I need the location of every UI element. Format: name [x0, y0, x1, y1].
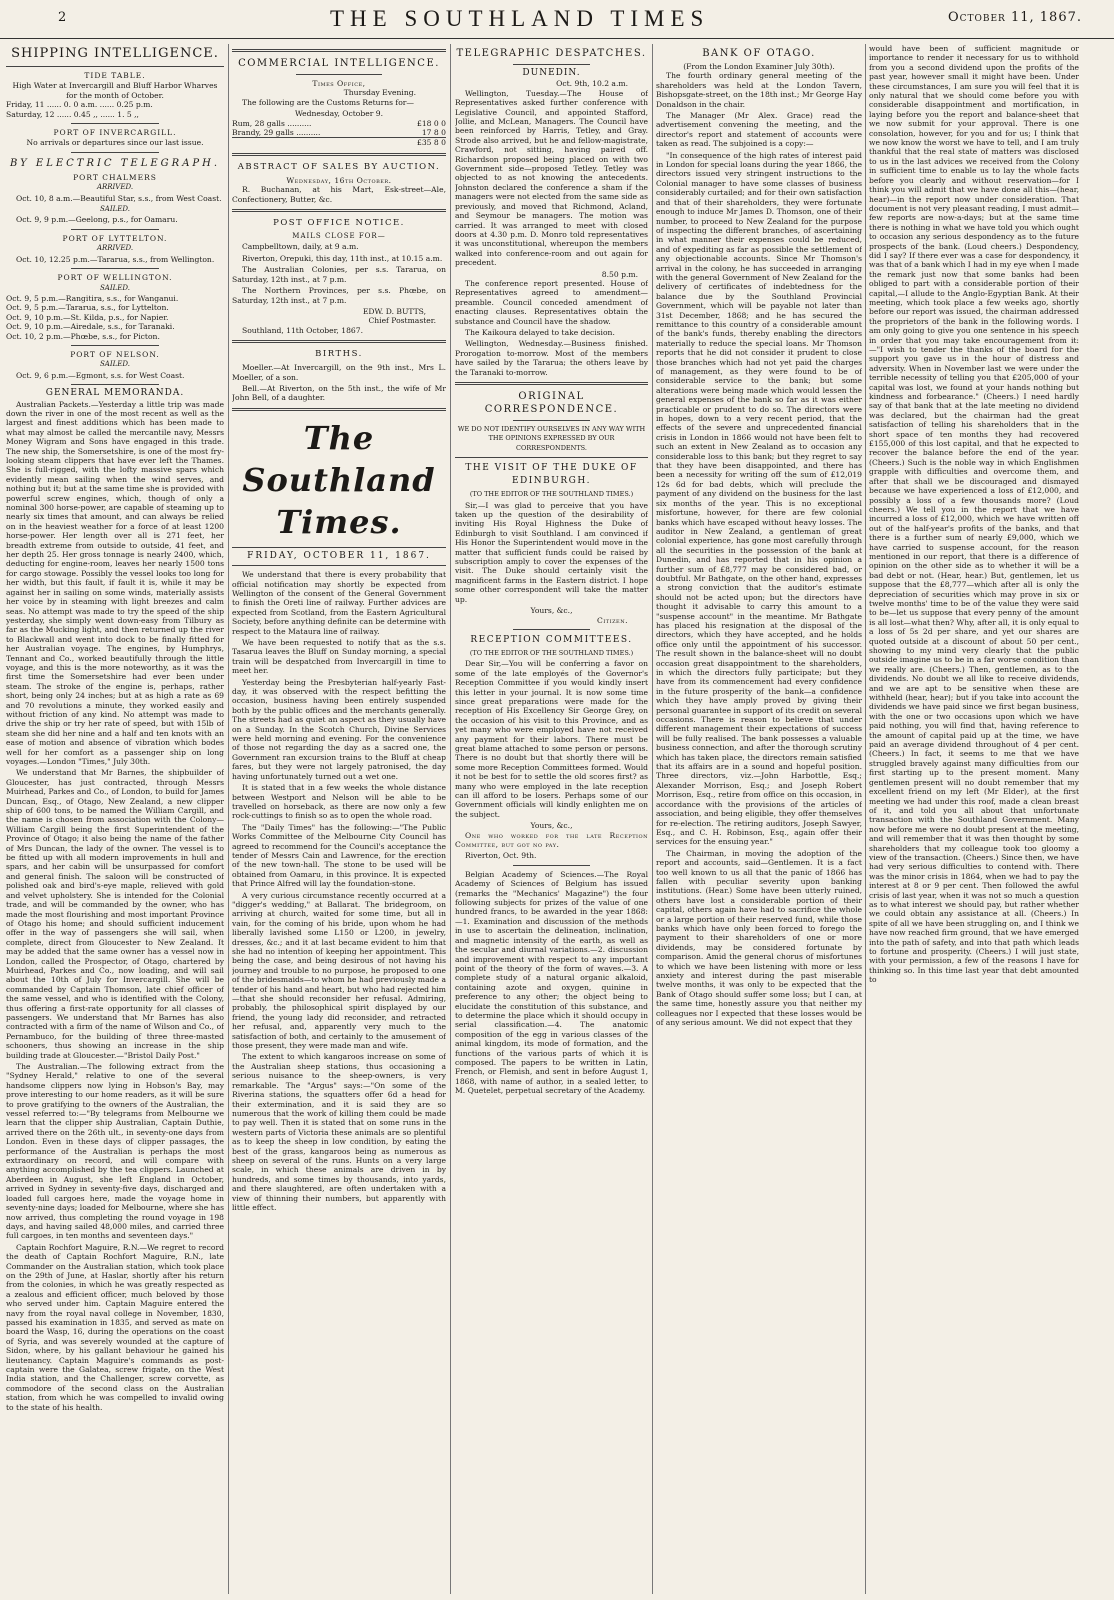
- telegraph-heading: BY ELECTRIC TELEGRAPH.: [9, 157, 221, 169]
- letter-to: (TO THE EDITOR OF THE SOUTHLAND TIMES.): [469, 648, 634, 657]
- tide-row: Saturday, 12 ...... 0.45 ,, ...... 1. 5 ,,: [6, 109, 139, 119]
- letter-body: Sir,—I was glad to perceive that you have taken up the question of the desirability of inviting His Royal Highness the Duke of Edinburgh to visit Southland. I am convinced if His Honor the Superintendent would move in the matter that sufficient funds could be raised by subscription amply to cover the expenses of the visit. The Duke should certainly visit the magnificent farms in the Eastern district. I hope some other correspondent will take the matter up.: [455, 500, 648, 604]
- port-entry: Oct. 10, 2 p.m.—Phœbe, s.s., for Picton.: [6, 331, 160, 341]
- divider: [6, 66, 224, 67]
- divider: [232, 153, 446, 156]
- column-2: [232, 44, 446, 1596]
- column-5: [869, 44, 1079, 1596]
- masthead-date: October 11, 1867.: [947, 10, 1082, 25]
- divider: [455, 457, 648, 458]
- divider: [232, 547, 446, 548]
- telegraphic-paragraph: The Kaikoura delayed to take decision.: [465, 327, 615, 337]
- letter-to: (TO THE EDITOR OF THE SOUTHLAND TIMES.): [469, 490, 634, 499]
- auction-entry: R. Buchanan, at his Mart, Esk-street—Ale, Confectionery, Butter, &c.: [232, 185, 446, 204]
- divider: [71, 229, 158, 230]
- column-rule: [652, 44, 653, 1594]
- divider: [71, 384, 158, 385]
- correspondence-disclaimer: WE DO NOT IDENTIFY OURSELVES IN ANY WAY WITH THE OPINIONS EXPRESSED BY OUR CORRESPONDENTS.: [457, 425, 646, 452]
- editorial-paragraph: The "Daily Times" has the following:—"The Public Works Committee of the Melbourne City Council has agreed to recommend for the Council's acceptance the tender of Messrs Cain and Lawrence, for the erection of the new town-hall. The stone to be used will be obtained from Oamaru, in this province. It is expected that Prince Alfred will lay the foundation-stone.: [232, 822, 446, 889]
- telegraphic-place: DUNEDIN.: [522, 68, 581, 78]
- post-office-signature-title: Chief Postmaster.: [368, 316, 436, 326]
- letter-signature: One who worked for the late Reception Committee, but got no pay.: [455, 830, 648, 850]
- memoranda-paragraph: Captain Rochfort Maguire, R.N.—We regret to record the death of Captain Rochfort Maguire, R.N., late Commander on the Australian station, which took place on the 29th of June, at Haslar, shortly after his return from the colonies, in which he was greatly respected as a zealous and efficient officer, much beloved by those who served under him. Captain Maguire entered the navy from the royal naval college in November, 1830, passed his examination in 1835, and served as mate on board the Wasp, 16, during the operations on the coast of Syria, and was severely wounded at the capture of Sidon, where, by his gallant behaviour he gained his lieutenancy. Captain Maguire's commands as post-captain were the Galatea, screw frigate, on the West India station, and the Challenger, screw corvette, as commodore of the second class on the Australian station, from which he was compelled to invalid owing to the state of his health.: [6, 1242, 224, 1412]
- divider: [513, 420, 590, 421]
- divider: [455, 382, 648, 385]
- bank-paragraph: would have been of sufficient magnitude or importance to render it necessary for us to withhold from you a second dividend upon the profits of the past year, however small it might have been. Under these circumstances, I am sure you will feel that it is only natural that we should come before you with considerable disappointment and mortification, in laying before you the report and balance-sheet that we now submit for your approval. There is one consolation, however, for you and for us; I think that we now know the worst we have to tell, and I am truly thankful that the real state of matters was disclosed to us in the last advices we received from the Colony in sufficient time to enable us to lay the whole facts before you clearly and without reservation—for I think you will admit that we have done all this—(hear, hear)—in the report now under consideration. That document is not very pleasant reading, I must admit—few reports are now-a-days; but at the same time there is nothing in what we have told you which ought to occasion any serious despondency as to the future prospects of the bank. (Loud cheers.) Despondency, did I say? If there ever was a case for despondency, it was that of a bank which I had in my eye when I made the remark just now that some banks had been obliged to part with a considerable portion of their capital,—I allude to the Anglo-Egyptian Bank. At their meeting, which took place a few weeks ago, shortly before our report was issued, the chairman addressed the proprietors of the bank in the following words. I am only going to give you one sentence in his speech in order that you may take encouragement from it:—"I wish to tender the thanks of the board for the support you gave us in the hour of distress and adversity. When in November last we were under the terrible necessity of telling you that £205,000 of your capital was lost, we found at your hands nothing but kindness and forbearance." (Cheers.) I need hardly say of that bank that at the late meeting no dividend was declared, but the chairman had the great satisfaction of telling his shareholders that in the short space of ten months they had recovered £155,000 of this lost capital, and that he expected to recover the balance before the end of the year. (Cheers.) Such is the noble way in which Englishmen grapple with difficulties and overcome them, and after that shall we be discouraged and dismayed because we have experienced a loss of £12,000, and possibly a loss of a few thousands more? (Loud cheers.) We tell you in the report that we have incurred a loss of £12,000, which we have written off out of the half-year's profits of the banks, and that there is a further sum of nearly £9,000, which we have carried to suspense account, for the reason mentioned in our report, that there is a difference of opinion on the other side as to whether it will be a bad debt or not. (Hear, hear.) But, gentlemen, let us suppose that the £8,777—which after all is only the depreciation of securities which may prove in six or twelve months' time to be of the value they were said to be—let us suppose that every penny of the amount is all lost—what then? Why, after all, it is only equal to a loss of 5s 2d per share, and yet our shares are quoted outside at a discount of about 50 per cent., showing to my mind very clearly that the public outside imagine us to be in a far worse condition than we really are. (Cheers.) Then, gentlemen, as to the dividends. No doubt we all like to receive dividends, and we are apt to be sensitive when these are withheld (hear, hear); but if you take into account the dividends we have paid since we first began business, with the one or two occasions upon which we have paid nothing, you will find that, having reference to the amount of capital paid up at the time, we have paid an average dividend throughout of 4 per cent. (Cheers.) In fact, it seems to me that we have struggled bravely against many difficulties from our first starting up to the present moment. Many gentlemen present will no doubt remember that my excellent friend on my left (Mr Elder), at the first meeting we had under this roof, made a clean breast of it, and told you all about that unfortunate transaction with the Southland Government. Many now before me were no doubt present at the meeting, and will remember that it was then thought by some shareholders that my colleague took too gloomy a view of the transaction. (Cheers.) Since then, we have had very serious difficulties to contend with. There was the minor crisis in 1864, when we had to pay the interest at 8 or 9 per cent. Then followed the awful crisis of last year, when it was not so much a question as to what interest we should pay, but rather whether we could obtain any assistance at all. (Cheers.) In spite of all we have been struggling on, and I think we have now reached firm ground, that we have emerged into the path of safety, and into that path which leads to fortune and prosperity. (Cheers.) I will just state, with your permission, a few of the reasons I have for thinking so. In this time last year that debt amounted to: [869, 44, 1079, 985]
- column-rule: [228, 44, 229, 1594]
- shipping-heading: SHIPPING INTELLIGENCE.: [11, 46, 219, 61]
- customs-label: Brandy, 29 galls ..........: [232, 128, 321, 138]
- bank-paragraph: "In consequence of the high rates of interest paid in London for special loans during the year 1866, the directors issued very stringent instructions to the Colonial manager to have some classes of business considerably curtailed; and for their own satisfaction and that of their shareholders, they were fortunate enough to induce Mr James D. Thomson, one of their number, to proceed to New Zealand for the purpose of inspecting the different branches, of ascertaining in what manner their expenses could be reduced, and of expediting as far as possible the settlement of any objectionable accounts. Since Mr Thomson's arrival in the colony, he has succeeded in arranging with the general Government of New Zealand for the delivery of certificates of indebtedness for the balance due by the Southland Provincial Government, which will be payable not later than 31st December, 1868; and he has secured the remittance to this country of a considerable amount of the bank's funds, thereby enabling the directors materially to reduce the special loans. Mr Thomson reports that he did not consider it prudent to close those branches which had not yet paid the charges of management, as they were found to be of considerable service to the bank; but some alterations were being made which would lessen the general expenses of the bank so far as it was either practicable or prudent to do so. The directors were in hopes, down to a very recent period, that the effects of the severe and unprecedented financial crisis in London in 1866 would not have been felt to such an extent in New Zealand as to occasion any considerable loss to this bank; but they regret to say that they have been disappointed, and there has been a necessity for writing off the sum of £12,019 12s 6d for bad debts, which will preclude the payment of any dividend on the business for the last six months of the year. This is no exceptional misfortune, however, for there are few colonial banks which have escaped without heavy losses. The auditor in New Zealand, a gentleman of great colonial experience, has gone most carefully through all the securities in the possession of the bank at Dunedin, and has reported that in his opinion a further sum of £8,777 may be considered bad, or doubtful. Mr Bathgate, on the other hand, expresses a strong conviction that the auditor's estimate should not be acted upon; but the directors have thought it advisable to carry this amount to a "suspense account" in the meantime. Mr Bathgate has placed his resignation at the disposal of the directors, which they have accepted, and he holds office only until the appointment of his successor. The result shown in the balance-sheet will no doubt occasion great disappointment to the shareholders, in which the directors fully participate; but they have from its commencement had every confidence in the future prosperity of the bank—a confidence which they have amply proved by giving their personal guarantee in support of its credit on several occasions. There is reason to believe that under different management their expectations of success will be fully realised. The bank possesses a valuable business connection, and after the thorough scrutiny which has taken place, the directors remain satisfied that its affairs are in a sound and hopeful position. Three directors, viz.—John Harbottle, Esq.; Alexander Morrison, Esq.; and Joseph Robert Morrison, Esq., retire from office on this occasion, in accordance with the provisions of the articles of association, and being eligible, they offer themselves for re-election. The retiring auditors, Joseph Sawyer, Esq., and C. H. Robinson, Esq., again offer their services for the ensuing year.": [656, 150, 862, 847]
- letter-closing: Yours, &c.,: [530, 606, 573, 616]
- letter-signature: Citizen.: [596, 615, 628, 625]
- telegraphic-time: 8.50 p.m.: [601, 269, 638, 279]
- port-entry: Oct. 9, 6 p.m.—Egmont, s.s. for West Coast.: [16, 370, 185, 380]
- customs-table: [232, 119, 446, 148]
- divider: [232, 340, 446, 343]
- divider: [232, 408, 446, 411]
- correspondence-heading: ORIGINAL CORRESPONDENCE.: [484, 391, 619, 415]
- editorial-paragraph: We have been requested to notify that as the s.s. Tasarua leaves the Bluff on Sunday morning, a special train will be despatched from Invercargill in time to meet her.: [232, 638, 446, 676]
- telegraphic-paragraph: The conference report presented. House of Representatives agreed to amendment—preamble. Council conceded amendment of enacting clauses. Representatives obtain the substance and Council have the shadow.: [455, 278, 648, 326]
- port-section-label: ARRIVED.: [96, 244, 134, 253]
- tide-table-description: High Water at Invercargill and Bluff Harbor Wharves for the month of October.: [12, 81, 218, 100]
- letter-title: RECEPTION COMMITTEES.: [470, 634, 633, 645]
- bank-paragraph: The fourth ordinary general meeting of the shareholders was held at the London Tavern, Bishopsgate-street, on the 18th inst.; Mr George Hay Donaldson in the chair.: [656, 71, 862, 109]
- belgian-academy-paragraph: Belgian Academy of Sciences.—The Royal Academy of Sciences of Belgium has issued (remarks the "Mechanics' Magazine") the four following subjects for prizes of the value of one hundred francs, to be awarded in the year 1868:—1. Examination and discussion of the methods in use to ascertain the delineation, inclination, and magnetic intensity of the earth, as well as the secular and diurnal variations.—2. discussion and improvement with respect to any important point of the theory of the form of waves.—3. A complete study of a natural organic alkaloid, containing azote and oxygen, quinine in preference to any other; the object being to elucidate the constitution of this substance, and to determine the place which it should occupy in serial classification.—4. The anatomic composition of the egg in various classes of the animal kingdom, its mode of formation, and the functions of the various parts of which it is composed. The papers to be written in Latin, French, or Flemish, and sent in before August 1, 1868, with name of author, in a sealed letter, to M. Quetelet, perpetual secretary of the Academy.: [455, 869, 648, 1096]
- post-office-sub: MAILS CLOSE FOR—: [292, 232, 386, 241]
- port-entry: Oct. 10, 8 a.m.—Beautiful Star, s.s., from West Coast.: [16, 193, 222, 203]
- divider: [232, 209, 446, 212]
- bank-heading: BANK OF OTAGO.: [702, 48, 816, 59]
- post-office-place-date: Southland, 11th October, 1867.: [242, 325, 363, 335]
- memoranda-paragraph: We understand that Mr Barnes, the shipbuilder of Gloucester, has just contracted, through Messrs Muirhead, Parkes and Co., of London, to build for James Duncan, Esq., of Otago, New Zealand, a new clipper ship of 600 tons, to be named the William Cargill, and the name is chosen from association with the Colony—William Cargill being the first Superintendent of the Province of Otago; it also being the name of the father of Mrs Duncan, the lady of the owner. The vessel is to be fitted up with all modern improvements in hull and spars, and her cabin will be unsurpassed for comfort and general finish. The saloon will be constructed of polished oak and bird's-eye maple, relieved with gold and velvet upholstery. She is intended for the Colonial trade, and will be commanded by the owner, who has made the most flourishing and most important Province of Otago his home; and should sufficient inducement offer in the way of passengers she will sail, when complete, direct from Gloucester to New Zealand. It may be added that the same owner has a vessel now in London, called the Prospector, of Otago, chartered by Muirhead, Parkes and Co., now loading, and will sail about the 10th of July for Invercargill. She will be commanded by Captain Thomson, late chief officer of the same vessel, and who is identified with the Colony, thus offering a first-rate opportunity for all classes of passengers. We understand that Mr Barnes has also contracted with a firm of the name of Wilson and Co., of Pernambuco, for the building of three three-masted schooners, thus showing an increase in the ship building trade at Gloucester.—"Bristol Daily Post.": [6, 768, 224, 1060]
- divider: [296, 74, 382, 75]
- issue-date: FRIDAY, OCTOBER 11, 1867.: [247, 550, 431, 561]
- commercial-office: Times Office,: [312, 79, 366, 88]
- column-4: [656, 44, 862, 1596]
- customs-total: £35 8 0: [393, 138, 446, 148]
- table-row: [232, 138, 446, 148]
- post-office-item: Campbelltown, daily, at 9 a.m.: [242, 242, 359, 252]
- customs-amount: £18 0 0: [417, 118, 446, 128]
- port-section-label: SAILED.: [100, 283, 130, 292]
- divider: [71, 123, 158, 124]
- letter-title: THE VISIT OF THE DUKE OF EDINBURGH.: [465, 463, 638, 487]
- telegraphic-heading: TELEGRAPHIC DESPATCHES.: [456, 48, 647, 59]
- divider: [232, 49, 446, 52]
- editorial-paragraph: The extent to which kangaroos increase on some of the Australian sheep stations, thus occasioning a serious nuisance to the sheep-owners, is very remarkable. The "Argus" says:—"On some of the Riverina stations, the squatters offer 6d a head for their extermination, and it is said they are so numerous that the work of killing them could be made to pay well. Then it is stated that on some runs in the western parts of Victoria these animals are so plentiful as to keep the sheep in low condition, by eating the best of the grass, kangaroos being as numerous as sheep on several of the runs. Hunts on a very large scale, in which these animals are driven in by hundreds, and some times by thousands, into yards, and there slaughtered, are often undertaken with a view of thinning their numbers, but apparently with little effect.: [232, 1052, 446, 1212]
- nameplate: The Southland Times.: [242, 418, 436, 541]
- column-1: [6, 44, 224, 1596]
- editorial-paragraph: It is stated that in a few weeks the whole distance between Westport and Nelson will be able to be travelled on horseback, as there are now only a few rock-cuttings to finish so as to open the whole road.: [232, 783, 446, 821]
- port-entry: Oct. 9, 10 p.m.—Airedale, s.s., for Taranaki.: [6, 322, 175, 332]
- port-title: PORT OF NELSON.: [70, 349, 160, 359]
- divider: [513, 865, 590, 866]
- divider: [513, 629, 590, 630]
- birth-item: Moeller.—At Invercargill, on the 9th inst., Mrs L. Moeller, of a son.: [232, 363, 446, 382]
- divider: [71, 152, 158, 153]
- divider: [71, 268, 158, 269]
- port-section-label: SAILED.: [100, 360, 130, 369]
- letter-closing: Yours, &c.,: [530, 821, 573, 831]
- memoranda-paragraph: Australian Packets.—Yesterday a little trip was made down the river in one of the most recent as well as the largest and finest additions which has been made to what may almost be called the mercantile navy, Messrs Money Wigram and Sons have engaged in this trade. The new ship, the Somersetshire, is one of the most fry-looking steam clippers that have ever left the Thames. She is full-rigged, with the lofty massive spars which evidently mean sailing when the wind serves, and nothing but it; but at the same time she is provided with powerful screw engines, which, though of only a nominal 300 horse-power, are capable of steaming up to nearly six times that amount, and can always be relied on in the heaviest weather for a force of at least 1200 horse-power. Her length over all is 271 feet, her breadth extreme from outside to outside, 41 feet, and her depth 25. Her gross tonnage is nearly 2400, which, deducting for engine-room, leaves her nearly 1500 tons for cargo stowage. Possibly the vessel looks too long for her width, but this fault, if fault it is, while it may be against her in sailing on some winds, materially assists her voice by in steaming with light breezes and calm seas. No attempt was made to try the speed of the ship yesterday, she simply went down-easy from Tilbury as far as the Mucking light, and then returned up the river to Blackwall and went into dock to be finally fitted for her Australian voyage. The engines, by Humphrys, Tennant and Co., worked beautifully through the little voyage, and this is the more noteworthy, as it was the first time the Somersetshire had ever been under steam. The stroke of the engine is, perhaps, rather short, being only 24 inches; but at as high a rate as 69 and 70 revolutions a minute, they worked easily and without friction of any kind. No attempt was made to drive the ship or try her rate of speed, but with 15lb of steam she did her nine and a half and ten knots with an ease of motion and absence of vibration which bodes well for her comfort as a passenger ship on long voyages.—London "Times," July 30th.: [6, 399, 224, 766]
- page-number: 2: [58, 10, 67, 25]
- port-entry: Oct. 9, 5 p.m.—Rangitira, s.s., for Wanganui.: [6, 293, 179, 303]
- telegraphic-paragraph: Wellington, Tuesday.—The House of Representatives asked further conference with Legislative Council, and appointed Stafford, Jollie, and McLean, Managers. The Council have been reinforced by Harris, Tetley, and Gray. Strode also arrived, but he and fellow-magistrate, Crawford, not sitting, having paired off. Richardson proposed being placed on with two Government side—proposed Tetley. Tetley was objected to as not knowing the antecedents. Johnston declared the conference a sham if the managers were not elected from the same side as previously, and moved that Richmond, Acland, and Seymour be managers. The motion was carried. It was arranged to meet with closed doors at 4.30 p.m. D. Monro told representatives it was unconstitutional, whereupon the members walked into conference-room and out again for precedent.: [455, 88, 648, 268]
- port-title: PORT OF LYTTELTON.: [62, 233, 168, 243]
- masthead: [0, 0, 1114, 39]
- divider: [513, 64, 590, 65]
- editorial-paragraph: A very curious circumstance recently occurred at a "digger's wedding," at Ballarat. The bridegroom, on arriving at church, waited for some time, but all in vain, for the coming of his bride, upon whom he had liberally lavished some L150 or L200, in jewelry, dresses, &c.; and it at last became evident to him that she had no intention of keeping her appointment. This being the case, and being desirous of not having his journey and trouble to no purpose, he proposed to one of the bridesmaids—to whom he had previously made a tender of his hand and heart, but who had rejected him—that she should reconsider her refusal. Admiring, probably, the philosophical spirit displayed by our friend, the young lady did reconsider, and retracted her refusal, and, apparently very much to the satisfaction of both, and certainly to the amusement of those present, they were made man and wife.: [232, 890, 446, 1051]
- column-rule: [865, 44, 866, 1594]
- birth-item: Bell.—At Riverton, on the 5th inst., the wife of Mr John Bell, of a daughter.: [232, 383, 446, 403]
- editorial-paragraph: We understand that there is every probability that official notification may shortly be expected from Wellington of the consent of the General Government to finish the Oreti line of railway. Further advices are expected from Scotland, from the Eastern Agricultural Society, before anything definite can be determine with respect to the Mataura line of railway.: [232, 570, 446, 636]
- post-office-item: The Australian Colonies, per s.s. Tararua, on Saturday, 12th inst., at 7 p.m.: [232, 265, 446, 284]
- port-section-label: ARRIVED.: [96, 183, 134, 192]
- memoranda-title: GENERAL MEMORANDA.: [45, 388, 185, 399]
- letter-body: Dear Sir,—You will be conferring a favor on some of the late employés of the Governor's Reception Committee if you would kindly insert this letter in your journal. It is now some time since great preparations were made for the reception of His Excellency Sir George Grey, on the occasion of his visit to this Province, and as yet many who were employed have not received any payment for their labors. There must be great blame attached to some person or persons. There is no doubt but that shortly there will be some more Reception Committees formed. Would it not be best for to settle the old scores first? as many who were employed in the late reception can ill afford to be losers. Perhaps some of our Government officials will kindly enlighten me on the subject.: [455, 659, 648, 819]
- masthead-title: THE SOUTHLAND TIMES: [330, 6, 710, 31]
- port-entry: Oct. 9, 5 p.m.—Tararua, s.s., for Lyttelton.: [6, 303, 169, 313]
- port-title: PORT OF WELLINGTON.: [57, 273, 173, 283]
- commercial-time: Thursday Evening.: [343, 88, 416, 98]
- divider: [232, 565, 446, 566]
- bank-source: (From the London Examiner July 30th).: [683, 62, 835, 71]
- bank-paragraph: The Chairman, in moving the adoption of the report and accounts, said—Gentlemen. It is a fact too well known to us all that the panic of 1866 has fallen with peculiar severity upon banking institutions. (Hear.) Some have been utterly ruined, others have lost a considerable portion of their capital, others again have had to sacrifice the whole or a large portion of their reserved fund, while those banks which have only been forced to forego the payment to their shareholders of one or more dividends, may be considered fortunate by comparison. Amid the general chorus of misfortunes to which we have been listening with more or less anxiety and interest during the past miserable twelve months, it was only to be expected that the Bank of Otago should suffer some loss; but I can, at the same time, honestly assure you that neither my colleagues nor I expected that these losses would be of any serious amount. We did not expect that they: [656, 848, 862, 1028]
- memoranda-paragraph: The Australian.—The following extract from the "Sydney Herald," relative to one of the several handsome clippers now lying in Hobson's Bay, may prove interesting to our home readers, as it will be sure to prove gratifying to the owners of the Australian, the vessel referred to:—"By telegrams from Melbourne we learn that the clipper ship Australian, Captain Duthie, arrived there on the 26th ult., in seventy-one days from London. Even in these days of clipper passages, the performance of the Australian is perhaps the most extraordinary on record, and will compare with anything accomplished by the tea clippers. Launched at Aberdeen in August, she left England in October, arrived in Sydney in seventy-five days, discharged and loaded full cargoes here, made the voyage home in seventy-nine days; loaded for Melbourne, where she has now arrived, thus completing the round voyage in 198 days, and having sailed 48,000 miles, and carried three full cargoes, in ten months and seventeen days.": [6, 1062, 224, 1241]
- post-office-item: Riverton, Orepuki, this day, 11th inst., at 10.15 a.m.: [242, 253, 443, 263]
- divider: [71, 345, 158, 346]
- letter-place: Riverton, Oct. 9th.: [465, 851, 537, 861]
- bank-paragraph: The Manager (Mr Alex. Grace) read the advertisement convening the meeting, and the director's report and statement of accounts were taken as read. The subjoined is a copy:—: [656, 111, 862, 149]
- auction-date: Wednesday, 16th October.: [286, 175, 392, 185]
- commercial-intro: The following are the Customs Returns for—: [242, 97, 415, 107]
- tide-row: Friday, 11 ...... 0. 0 a.m. ...... 0.25 p.m.: [6, 100, 153, 110]
- port-entry: Oct. 9, 9 p.m.—Geelong, p.s., for Oamaru.: [16, 215, 178, 225]
- port-entry: Oct. 10, 12.25 p.m.—Tararua, s.s., from Wellington.: [16, 254, 215, 264]
- births-heading: BIRTHS.: [315, 349, 363, 360]
- post-office-signature: EDW. D. BUTTS,: [362, 306, 426, 316]
- editorial-paragraph: Yesterday being the Presbyterian half-yearly Fast-day, it was observed with the respect befitting the occasion, business having been entirely suspended both by the public offices and the merchants generally. The streets had as quiet an aspect as they usually have on a Sunday. In the Scotch Church, Divine Services were held morning and evening. For the convenience of those not regarding the day as a sacred one, the Government ran excursion trains to the Bluff at cheap fares, but they were not largely patronised, the day having unfortunately turned out a wet one.: [232, 677, 446, 781]
- customs-label: Rum, 28 galls ..........: [232, 118, 312, 128]
- table-row: [232, 128, 446, 138]
- port-title: PORT OF INVERCARGILL.: [53, 128, 177, 138]
- column-rule: [450, 44, 451, 1594]
- commercial-heading: COMMERCIAL INTELLIGENCE.: [238, 58, 440, 69]
- port-entry: Oct. 9, 10 p.m.—St. Kilda, p.s., for Napier.: [6, 312, 169, 322]
- auction-heading: ABSTRACT OF SALES BY AUCTION.: [237, 161, 441, 172]
- commercial-date: Wednesday, October 9.: [294, 109, 384, 119]
- customs-amount: 17 8 0: [421, 128, 446, 138]
- port-title: PORT CHALMERS: [73, 172, 157, 182]
- port-section-label: SAILED.: [100, 205, 130, 214]
- telegraphic-dateline: Oct. 9th, 10.2 a.m.: [556, 79, 628, 89]
- column-3: [455, 44, 648, 1596]
- table-row: [232, 119, 446, 128]
- tide-table-title: TIDE TABLE.: [84, 71, 146, 80]
- post-office-heading: POST OFFICE NOTICE.: [273, 218, 405, 229]
- post-office-item: The Northern Provinces, per s.s. Phœbe, on Saturday, 12th inst., at 7 p.m.: [232, 286, 446, 305]
- port-note: No arrivals or departures since our last issue.: [26, 138, 204, 148]
- telegraphic-paragraph: Wellington, Wednesday.—Business finished. Prorogation to-morrow. Most of the members have sailed by the Tararua; the others leave by the Taranaki to-morrow.: [455, 339, 648, 377]
